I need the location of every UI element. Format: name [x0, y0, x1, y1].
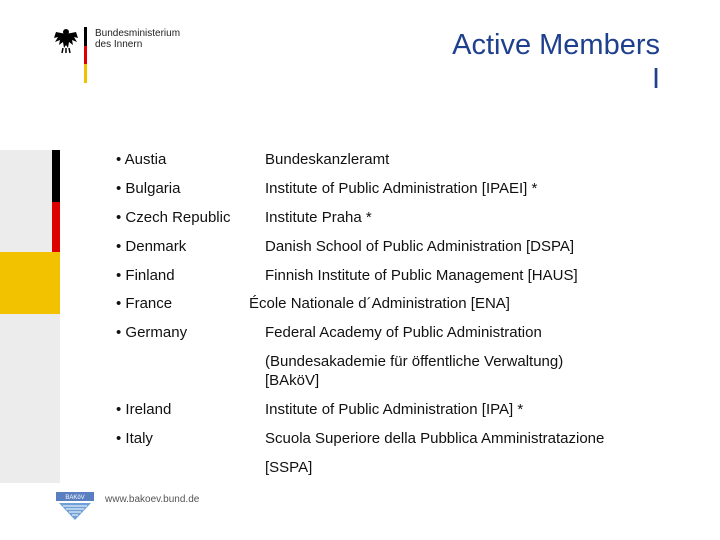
ministry-name	[95, 28, 180, 50]
member-institute-italy-cont-1: [SSPA]	[265, 459, 313, 476]
member-institute-ireland: Institute of Public Administration [IPA] *	[265, 401, 524, 418]
flag-stripe-black	[52, 150, 60, 202]
member-institute-czech: Institute Praha *	[265, 209, 372, 226]
member-country-austria: • Austia	[116, 151, 167, 168]
svg-text:BAKöV: BAKöV	[65, 495, 85, 501]
ministry-line-2: des Innern	[95, 39, 143, 50]
page-title	[452, 28, 660, 96]
member-country-czech: • Czech Republic	[116, 209, 231, 226]
member-institute-finland: Finnish Institute of Public Management [HAUS]	[265, 267, 578, 284]
member-institute-italy: Scuola Superiore della Pubblica Amministratazione	[265, 430, 605, 447]
member-country-germany: • Germany	[116, 324, 188, 341]
member-country-denmark: • Denmark	[116, 238, 187, 255]
member-institute-germany-cont-2: [BAköV]	[265, 372, 320, 389]
ministry-line-1: Bundesministerium	[95, 28, 181, 39]
member-institute-denmark: Danish School of Public Administration [DSPA]	[265, 238, 575, 255]
member-institute-austria: Bundeskanzleramt	[265, 151, 390, 168]
member-institute-germany: Federal Academy of Public Administration	[265, 324, 542, 341]
member-country-ireland: • Ireland	[116, 401, 172, 418]
member-country-bulgaria: • Bulgaria	[116, 180, 181, 197]
bakoev-logo-icon	[55, 491, 95, 521]
member-institute-germany-cont-1: (Bundesakademie für öffentliche Verwaltung)	[265, 353, 564, 370]
title-line-2: I	[651, 63, 660, 95]
member-institute-bulgaria: Institute of Public Administration [IPAEI] *	[265, 180, 538, 197]
footer-url[interactable]: www.bakoev.bund.de	[105, 494, 200, 505]
flag-stripe-red	[52, 202, 60, 252]
federal-eagle-icon	[52, 26, 80, 54]
flag-block-gold	[0, 252, 60, 314]
member-country-italy: • Italy	[116, 430, 153, 447]
member-institute-france: École Nationale d´Administration [ENA]	[249, 295, 510, 312]
member-country-finland: • Finland	[116, 267, 175, 284]
member-country-france: • France	[116, 295, 173, 312]
title-line-1: Active Members	[452, 29, 660, 61]
flag-bars	[84, 27, 87, 83]
